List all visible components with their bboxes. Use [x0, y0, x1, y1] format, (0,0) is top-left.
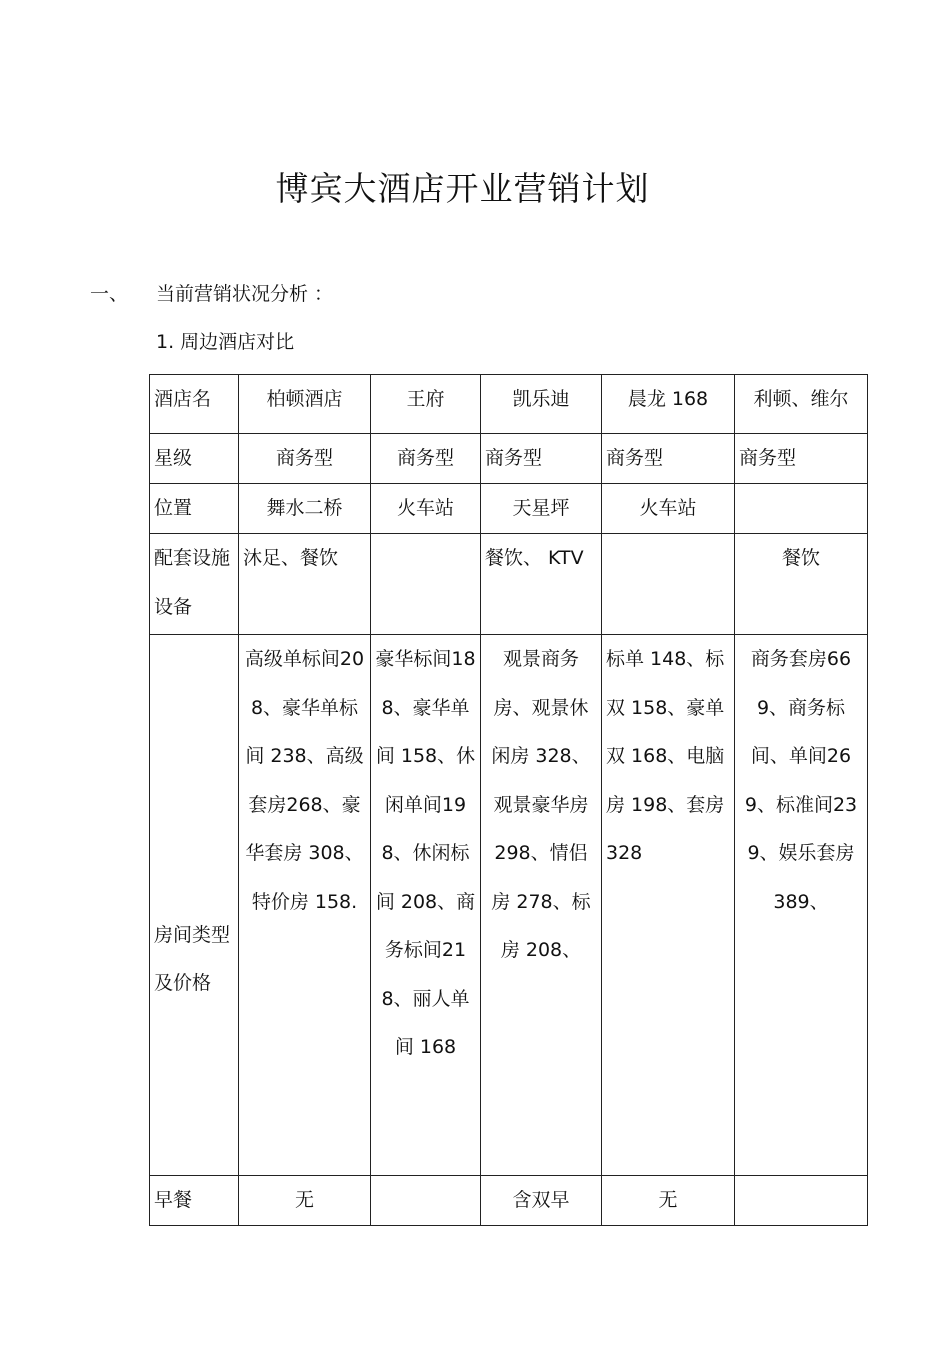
table-cell: 商务型: [481, 434, 602, 484]
table-cell: 火车站: [371, 484, 481, 534]
table-header-cell: 柏顿酒店: [239, 375, 371, 434]
table-cell: [371, 534, 481, 635]
table-cell: 含双早: [481, 1176, 602, 1226]
table-cell: 标单 148、标双 158、豪单双 168、电脑房 198、套房 328: [602, 635, 735, 1176]
table-cell: 无: [602, 1176, 735, 1226]
table-cell: 沐足、餐饮: [239, 534, 371, 635]
table-header-row: [150, 375, 868, 434]
section-heading: [90, 279, 333, 306]
table-cell: [371, 1176, 481, 1226]
row-label: 早餐: [150, 1176, 239, 1226]
hotel-comparison-table: [149, 374, 868, 1226]
table-header-cell: 王府: [371, 375, 481, 434]
table-row: [150, 434, 868, 484]
row-label: 房间类型及价格: [150, 635, 239, 1176]
section-title: 当前营销状况分析 ：: [156, 283, 334, 305]
document-title: 博宾大酒店开业营销计划: [275, 169, 650, 208]
row-label: 星级: [150, 434, 239, 484]
row-label: 位置: [150, 484, 239, 534]
table-cell: 高级单标间208、豪华单标间 238、高级套房268、豪华套房 308、特价房 158.: [239, 635, 371, 1176]
table-header-cell: 晨龙 168: [602, 375, 735, 434]
table-cell: [735, 484, 868, 534]
table-cell: [735, 1176, 868, 1226]
table-cell: 商务型: [602, 434, 735, 484]
table-header-cell: 酒店名: [150, 375, 239, 434]
table-cell: 餐饮: [735, 534, 868, 635]
table-cell: 豪华标间188、豪华单间 158、休闲单间198、休闲标间 208、商务标间218、丽人单间 168: [371, 635, 481, 1176]
table-cell: 无: [239, 1176, 371, 1226]
section-number: 一、: [90, 283, 129, 305]
table-header-cell: 凯乐迪: [481, 375, 602, 434]
table-row: [150, 484, 868, 534]
table-row: [150, 635, 868, 1176]
table-header-cell: 利顿、维尔: [735, 375, 868, 434]
table-cell: 商务型: [239, 434, 371, 484]
table-row: [150, 534, 868, 635]
subsection-heading: 1. 周边酒店对比: [156, 331, 295, 353]
table-cell: 舞水二桥: [239, 484, 371, 534]
table-cell: [602, 534, 735, 635]
table-cell: 餐饮、 KTV: [481, 534, 602, 635]
table-cell: 商务型: [735, 434, 868, 484]
table-row: [150, 1176, 868, 1226]
table-cell: 商务型: [371, 434, 481, 484]
table-cell: 观景商务房、观景休闲房 328、观景豪华房 298、情侣房 278、标房 208、: [481, 635, 602, 1176]
table-cell: 天星坪: [481, 484, 602, 534]
table-cell: 商务套房669、商务标间、单间269、标准间239、娱乐套房 389、: [735, 635, 868, 1176]
row-label: 配套设施设备: [150, 534, 239, 635]
table-cell: 火车站: [602, 484, 735, 534]
